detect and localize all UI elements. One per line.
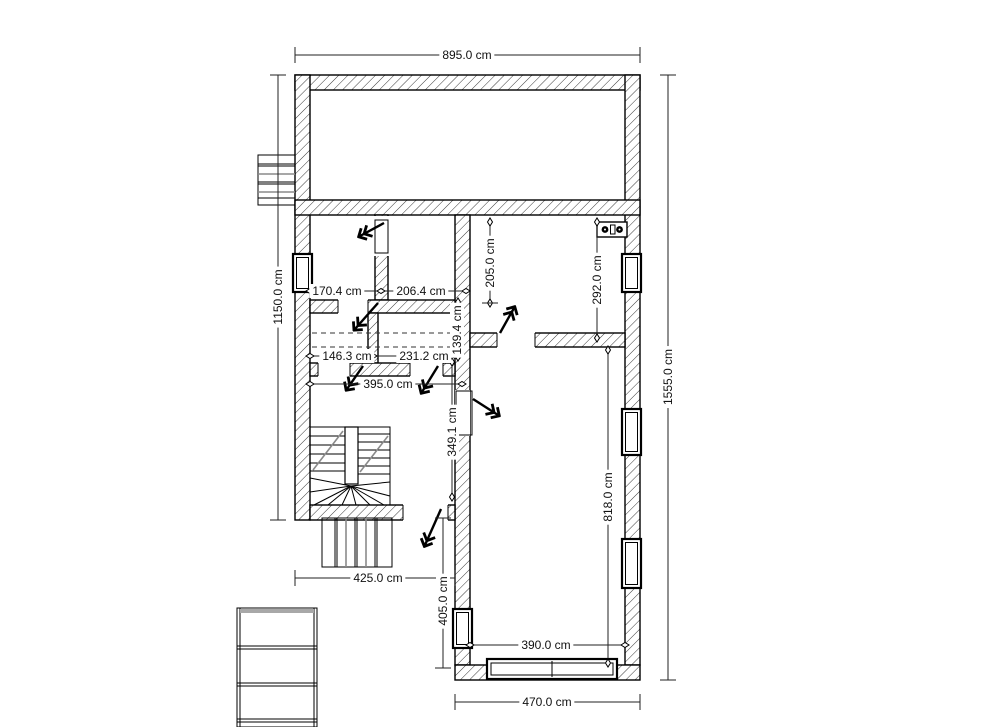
window-living-left — [453, 609, 472, 648]
dim-closet-right[interactable]: 231.2 cm — [396, 349, 451, 363]
dim-room-top-left[interactable]: 170.4 cm — [309, 284, 364, 298]
dim-hall-width[interactable]: 395.0 cm — [360, 377, 415, 391]
dashed-ceiling-lines — [312, 333, 455, 347]
window-living-right-upper — [622, 409, 641, 455]
terrace-steps[interactable] — [237, 608, 317, 727]
terrace-top-edge — [240, 609, 314, 613]
staircase[interactable] — [310, 427, 390, 505]
dim-lower-left[interactable]: 405.0 cm — [436, 573, 450, 628]
dim-closet-left[interactable]: 146.3 cm — [319, 349, 374, 363]
dim-living-width[interactable]: 390.0 cm — [518, 638, 573, 652]
window-kitchen-right — [622, 254, 641, 292]
stair-newel — [345, 427, 358, 484]
window-living-right-lower — [622, 539, 641, 588]
dim-kitchen-right[interactable]: 292.0 cm — [590, 252, 604, 307]
dim-hall-depth[interactable]: 349.1 cm — [445, 404, 459, 459]
porch-steps[interactable] — [322, 518, 392, 567]
dim-left-overall[interactable]: 1150.0 cm — [271, 266, 285, 327]
dim-closet-depth[interactable]: 139.4 cm — [450, 302, 464, 357]
dim-top-overall[interactable]: 895.0 cm — [439, 48, 494, 62]
window-living-bottom — [487, 659, 617, 679]
stove-icon[interactable] — [597, 222, 627, 237]
dim-left-wing-width[interactable]: 425.0 cm — [350, 571, 405, 585]
dim-kitchen-left[interactable]: 205.0 cm — [483, 235, 497, 290]
dim-living-depth[interactable]: 818.0 cm — [601, 469, 615, 524]
entry-steps-left[interactable] — [258, 155, 295, 205]
dim-right-overall[interactable]: 1555.0 cm — [661, 346, 675, 408]
dim-bottom-overall[interactable]: 470.0 cm — [519, 695, 574, 709]
walls[interactable] — [295, 75, 640, 680]
dim-room-top-mid[interactable]: 206.4 cm — [393, 284, 448, 298]
